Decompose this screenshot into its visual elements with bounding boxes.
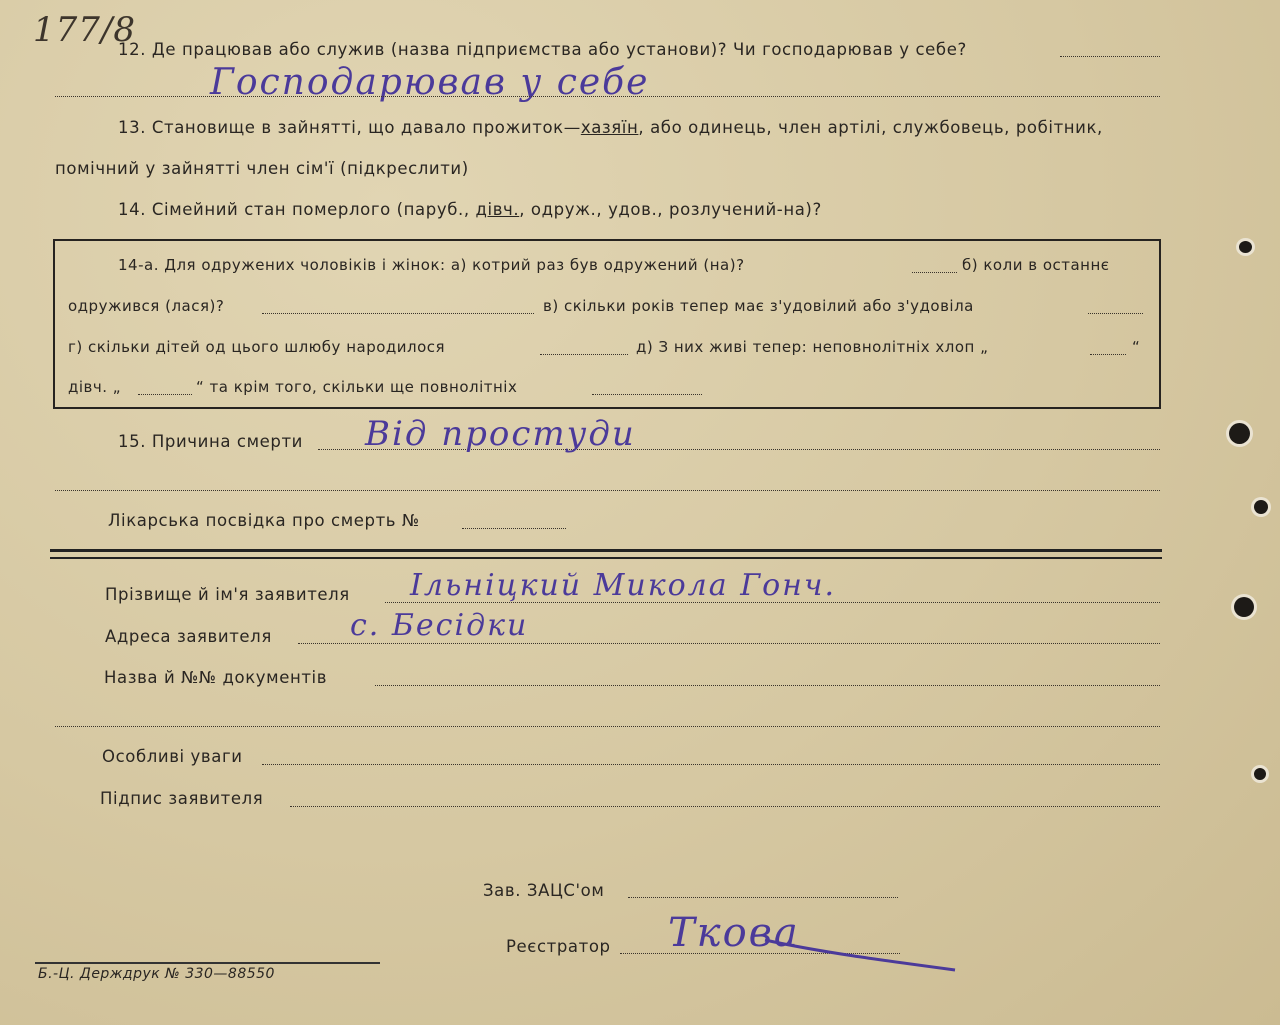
punch-hole [1254,768,1266,780]
q13-label-line1 [118,118,1103,137]
q14a-line3-b: д) З них живі тепер: неповнолітніх хлоп „ [636,338,989,356]
q14a-line1-dots [912,272,957,273]
q14a-line3-dots1 [540,354,628,355]
q14a-line4-dots1 [138,394,192,395]
q14a-line2-b: в) скільки років тепер має з'удовілий або з'удовіла [543,297,974,315]
signature-line [290,806,1160,807]
documents-line [375,685,1160,686]
q15-second-line [55,490,1160,491]
applicant-address-label: Адреса заявителя [105,627,272,646]
q14a-line1-a: 14-а. Для одружених чоловіків і жінок: а) котрий раз був одружений (на)? [118,256,745,274]
punch-hole [1239,241,1252,253]
medical-certificate-label: Лікарська посвідка про смерть № [108,511,420,530]
documents-second-line [55,726,1160,727]
q13-underlined-choice: хазяїн [580,118,639,137]
q12-answer: Господарював у себе [210,62,650,103]
q15-label: 15. Причина смерти [118,432,303,451]
applicant-address-value: с. Бесідки [350,608,529,643]
q14a-line3-dots2 [1090,354,1126,355]
printer-imprint: Б.-Ц. Держдрук № 330—88550 [38,966,275,982]
punch-hole [1254,500,1268,514]
q14-label-post: , одруж., удов., розлучений-на)? [519,200,822,219]
q14a-line2-dots1 [262,313,534,314]
head-of-registry-label: Зав. ЗАЦС'ом [483,881,605,900]
applicant-name-label: Прізвище й ім'я заявителя [105,585,350,604]
applicant-name-value: Ільніцкий Микола Гонч. [410,568,837,603]
registrar-label: Реєстратор [506,937,611,956]
registrar-signature-flourish [760,930,960,975]
q13-label-line2: помічний у зайнятті член сім'ї (підкреслити) [55,159,469,178]
q14a-line3-c: “ [1132,338,1141,356]
q14-underlined-choice: дівч. [475,200,520,219]
applicant-address-line [298,643,1160,644]
q14a-line4-b: “ та крім того, скільки ще повнолітніх [196,378,518,396]
q12-dotted-line [1060,56,1160,57]
registrar-signature: Ткова [668,910,800,956]
q13-label-post: , або одинець, член артілі, службовець, робітник, [638,118,1103,137]
q15-answer: Від простуди [365,414,636,454]
q14a-line3-a: г) скільки дітей од цього шлюбу народилося [68,338,446,356]
q14a-line1-b: б) коли в останнє [962,256,1110,274]
punch-hole [1234,597,1254,617]
notes-label: Особливі уваги [102,747,243,766]
q12-answer-line [55,96,1160,97]
q14a-line2-a: одружився (лася)? [68,297,225,315]
q14a-line2-dots2 [1088,313,1143,314]
medical-certificate-line [462,528,566,529]
archive-number: 177/8 [33,10,136,50]
documents-label: Назва й №№ документів [104,668,328,687]
head-of-registry-line [628,897,898,898]
printer-rule [35,962,380,964]
section-divider-top [50,549,1162,552]
q13-label-pre: 13. Становище в зайнятті, що давало прожиток— [118,118,581,137]
q14a-line4-dots2 [592,394,702,395]
q14a-line4-a: дівч. „ [68,378,122,396]
punch-hole [1229,423,1250,444]
signature-label: Підпис заявителя [100,789,264,808]
q14-label [118,200,822,219]
q12-label: 12. Де працював або служив (назва підприємства або установи)? Чи господарював у себе? [118,40,967,59]
q14-label-pre: 14. Сімейний стан померлого (паруб., [118,200,476,219]
section-divider-bottom [50,557,1162,559]
notes-line [262,764,1160,765]
